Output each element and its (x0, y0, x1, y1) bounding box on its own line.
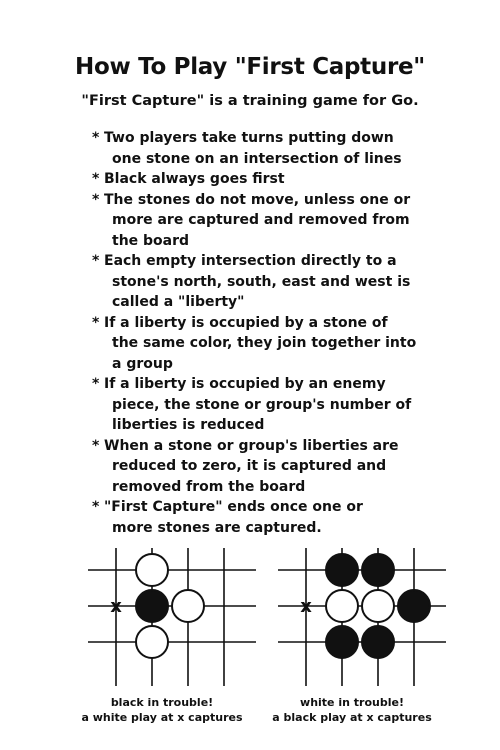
go-diagram-white-in-trouble (270, 548, 450, 688)
rule-text: a group (112, 355, 173, 372)
rule-text: Two players take turns putting down (104, 130, 394, 146)
diagram-caption-left (72, 695, 252, 725)
bullet-mark: * (92, 376, 100, 392)
rule-text: If a liberty is occupied by an enemy (104, 376, 386, 392)
rule-item (92, 251, 422, 313)
rule-line (92, 374, 422, 395)
white-stone (172, 590, 204, 622)
black-stone (362, 626, 394, 658)
page-title: How To Play "First Capture" (75, 54, 425, 80)
rule-text: Black always goes first (104, 171, 285, 187)
rule-text: The stones do not move, unless one or (104, 191, 411, 208)
rule-item (92, 169, 422, 190)
rule-line (92, 190, 422, 211)
bullet-mark: * (92, 499, 100, 515)
black-stone (136, 590, 168, 622)
black-stone (398, 590, 430, 622)
rule-line (104, 149, 422, 170)
rule-line (104, 292, 422, 313)
rule-line (104, 518, 422, 539)
rule-line (104, 395, 422, 416)
black-stone (326, 626, 358, 658)
caption-right-line2: a black play at x captures (272, 711, 432, 724)
rule-line (104, 456, 422, 477)
bullet-mark: * (92, 314, 100, 331)
rule-item (92, 313, 422, 375)
rule-item (92, 374, 422, 436)
bullet-mark: * (92, 130, 100, 146)
caption-left-line1: black in trouble! (110, 696, 214, 709)
rule-line (104, 477, 422, 498)
black-stone (362, 554, 394, 586)
white-stone (136, 626, 168, 658)
rule-text: When a stone or group's liberties are (104, 437, 399, 454)
rule-text: Each empty intersection directly to a (104, 253, 397, 269)
rule-text: more stones are captured. (112, 519, 322, 536)
rule-item (92, 436, 422, 498)
rule-line (92, 251, 422, 272)
rule-text: liberties is reduced (112, 417, 265, 433)
rule-line (104, 231, 422, 252)
rule-text: reduced to zero, it is captured and (112, 458, 387, 474)
rule-line (104, 354, 422, 375)
bullet-mark: * (92, 171, 100, 187)
rule-line (92, 313, 422, 334)
rule-text: "First Capture" ends once one or (104, 499, 363, 515)
rule-line (92, 436, 422, 457)
x-marker: x (110, 596, 122, 617)
white-stone (326, 590, 358, 622)
rule-line (104, 272, 422, 293)
rule-text: stone's north, south, east and west is (112, 273, 411, 290)
white-stone (136, 554, 168, 586)
rule-text: more are captured and removed from (112, 212, 410, 228)
caption-right-line1: white in trouble! (300, 696, 404, 709)
rule-line (104, 333, 422, 354)
bullet-mark: * (92, 191, 100, 208)
rule-item (92, 128, 422, 169)
rule-text: If a liberty is occupied by a stone of (104, 314, 388, 331)
caption-left-line2: a white play at x captures (81, 711, 243, 724)
go-diagram-black-in-trouble (80, 548, 260, 688)
white-stone (362, 590, 394, 622)
rule-line (92, 169, 422, 190)
black-stone (326, 554, 358, 586)
rule-item (92, 497, 422, 538)
x-marker: x (300, 596, 312, 617)
rule-line (104, 415, 422, 436)
diagram-caption-right (262, 695, 442, 725)
rule-text: called a "liberty" (112, 294, 245, 310)
bullet-mark: * (92, 253, 100, 269)
rule-item (92, 190, 422, 252)
rule-line (92, 497, 422, 518)
bullet-mark: * (92, 437, 100, 454)
rule-text: removed from the board (112, 478, 306, 495)
rule-text: the board (112, 232, 190, 249)
rules-list (92, 128, 422, 538)
rule-line (92, 128, 422, 149)
rule-line (104, 210, 422, 231)
page-subtitle: "First Capture" is a training game for Go. (81, 93, 419, 109)
rule-text: the same color, they join together into (112, 335, 417, 351)
rule-text: one stone on an intersection of lines (112, 150, 402, 167)
rule-text: piece, the stone or group's number of (112, 396, 412, 413)
